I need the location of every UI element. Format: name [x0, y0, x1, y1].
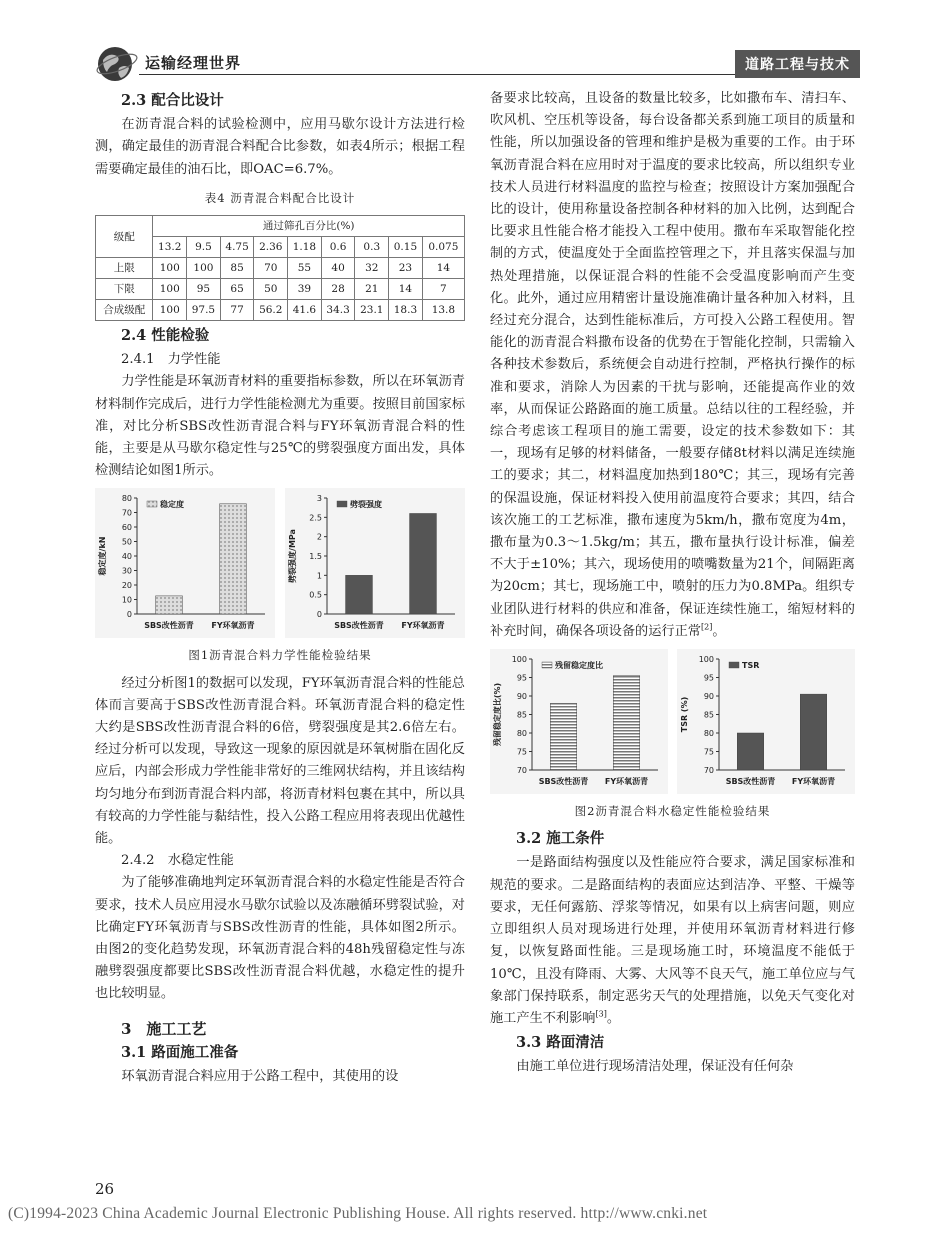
y-tick-label: 1.5	[309, 552, 322, 562]
y-axis-label: 稳定度/kN	[98, 536, 107, 576]
y-tick-label: 90	[516, 692, 527, 702]
right-column	[490, 88, 855, 1079]
section-2-4-1-title: 2.4.1 力学性能	[121, 352, 221, 368]
table-cell: 97.5	[187, 300, 221, 321]
table-cell: 41.6	[288, 300, 322, 321]
table-cell: 13.8	[422, 300, 464, 321]
y-tick-label: 80	[121, 494, 132, 504]
section-3-2-end: 。	[606, 1010, 621, 1026]
y-tick-label: 10	[121, 595, 132, 605]
y-tick-label: 40	[121, 552, 132, 562]
y-tick-label: 20	[121, 581, 132, 591]
y-tick-label: 1	[316, 571, 322, 581]
y-tick-label: 70	[121, 508, 132, 518]
y-tick-label: 3	[316, 494, 322, 504]
x-tick-label: SBS改性沥青	[725, 777, 776, 787]
chart-splitting-strength	[285, 488, 465, 638]
table-cell: 0.6	[321, 237, 355, 258]
table-cell: 100	[153, 279, 187, 300]
y-tick-label: 80	[516, 729, 527, 739]
chart-tsr	[677, 649, 855, 794]
left-column	[95, 88, 465, 1088]
y-tick-label: 95	[703, 673, 714, 683]
section-2-3-paragraph: 在沥青混合料的试验检测中，应用马歇尔设计方法进行检测，确定最佳的沥青混合料配合比参数，如表4所示；根据工程需要确定最佳的油石比，即OAC=6.7%。	[95, 117, 465, 177]
y-tick-label: 0	[126, 610, 132, 620]
table-cell: 95	[187, 279, 221, 300]
section-3-1-paragraph: 环氧沥青混合料应用于公路工程中，其使用的设	[121, 1069, 399, 1085]
y-tick-label: 90	[703, 692, 714, 702]
bar	[737, 733, 763, 770]
section-2-3-title: 2.3 配合比设计	[121, 92, 224, 109]
table-cell: 50	[254, 279, 288, 300]
table-cell: 100	[187, 258, 221, 279]
table-cell: 14	[389, 279, 423, 300]
y-tick-label: 75	[516, 747, 527, 757]
table-row	[96, 300, 465, 321]
bar	[410, 514, 437, 615]
section-3-2-text: 一是路面结构强度以及性能应符合要求，满足国家标准和规范的要求。二是路面结构的表面应达到洁净、平整、干燥等要求，无任何露筋、浮浆等情况，如果有以上病害问题，则应立即组织人员对现场进行处理，并使用环氧沥青材料进行修复，以恢复路面性能。三是现场施工时，环境温度不能低于10℃，且没有降雨、大雾、大风等不良天气，施工单位应与气象部门保持联系，制定恶劣天气的处理措施，以免天气变化对施工产生不利影响	[490, 855, 855, 1026]
figure-2	[490, 649, 855, 794]
table-cell: 21	[355, 279, 389, 300]
y-tick-label: 0	[316, 610, 322, 620]
bar	[613, 676, 639, 770]
reference-3: [3]	[595, 1009, 607, 1019]
table-row-label: 上限	[96, 258, 153, 279]
y-tick-label: 30	[121, 566, 132, 576]
section-2-4-title: 2.4 性能检验	[121, 327, 210, 345]
page-number: 26	[95, 1180, 115, 1198]
y-tick-label: 2.5	[309, 513, 322, 523]
table-group-header: 通过筛孔百分比(%)	[153, 216, 465, 237]
x-tick-label: FY环氧沥青	[401, 621, 445, 631]
table-cell: 23	[389, 258, 423, 279]
table-cell: 4.75	[220, 237, 254, 258]
section-2-4-1-analysis: 经过分析图1的数据可以发现，FY环氧沥青混合料的性能总体而言要高于SBS改性沥青混合料。环氧沥青混合料的稳定性大约是SBS改性沥青混合料的6倍，劈裂强度是其2.6倍左右。经过分析可以发现，导致这一现象的原因就是环氧树脂在固化反应后，内部会形成力学性能非常好的三维网状结构，并且该结构均匀地分布到沥青混合料内部，将沥青材料包裹在其中，所以具有较高的力学性能与黏结性，投入公路工程应用将表现出优越性能。	[95, 675, 465, 847]
table-row-label: 下限	[96, 279, 153, 300]
y-tick-label: 2	[316, 533, 322, 543]
section-3-1-title: 3.1 路面施工准备	[121, 1043, 239, 1061]
section-3-2-paragraph	[490, 852, 855, 1030]
table-cell: 65	[220, 279, 254, 300]
table-cell: 77	[220, 300, 254, 321]
bar	[346, 576, 373, 615]
x-tick-label: FY环氧沥青	[211, 621, 255, 631]
table-cell: 0.15	[389, 237, 423, 258]
table-cell: 55	[288, 258, 322, 279]
section-label: 道路工程与技术	[735, 50, 860, 78]
bar	[550, 703, 576, 770]
section-3-2-title: 3.2 施工条件	[516, 830, 605, 848]
y-tick-label: 60	[121, 523, 132, 533]
table-cell: 2.36	[254, 237, 288, 258]
table-cell: 23.1	[355, 300, 389, 321]
section-3-3-paragraph: 由施工单位进行现场清洁处理，保证没有任何杂	[516, 1059, 794, 1075]
bar	[800, 694, 826, 770]
section-2-4-2-title: 2.4.2 水稳定性能	[121, 853, 234, 869]
section-2-4-1-paragraph: 力学性能是环氧沥青材料的重要指标参数，所以在环氧沥青材料制作完成后，进行力学性能检测尤为重要。按照目前国家标准，对比分析SBS改性沥青混合料与FY环氧沥青混合料的性能，主要是从马歇尔稳定性与25℃的劈裂强度方面出发，具体检测结论如图1所示。	[95, 374, 465, 479]
y-tick-label: 100	[698, 655, 714, 665]
table-cell: 40	[321, 258, 355, 279]
x-tick-label: SBS改性沥青	[144, 621, 194, 631]
table-cell: 32	[355, 258, 389, 279]
table-cell: 18.3	[389, 300, 423, 321]
period: 。	[712, 623, 726, 639]
table-cell: 28	[321, 279, 355, 300]
y-axis-label: 劈裂强度/MPa	[288, 529, 297, 584]
table-cell: 1.18	[288, 237, 322, 258]
bar	[156, 596, 183, 614]
section-3-3-title: 3.3 路面清洁	[516, 1034, 605, 1052]
table-row	[96, 258, 465, 279]
bar	[220, 504, 247, 614]
y-axis-label: 残留稳定度比(%)	[493, 682, 502, 747]
table-cell: 70	[254, 258, 288, 279]
y-tick-label: 0.5	[309, 591, 322, 601]
chart-background	[285, 488, 465, 638]
figure-1	[95, 488, 465, 638]
legend-label: TSR	[742, 661, 760, 671]
y-tick-label: 85	[516, 710, 527, 720]
legend-label: 残留稳定度比	[555, 661, 603, 671]
legend-swatch	[147, 501, 157, 507]
table-cell: 85	[220, 258, 254, 279]
table-cell: 34.3	[321, 300, 355, 321]
table-cell: 0.075	[422, 237, 464, 258]
legend-label: 劈裂强度	[350, 500, 382, 510]
y-tick-label: 50	[121, 537, 132, 547]
y-axis-label: TSR (%)	[680, 696, 689, 733]
table-cell: 0.3	[355, 237, 389, 258]
y-tick-label: 85	[703, 710, 714, 720]
continued-text: 备要求比较高，且设备的数量比较多，比如撒布车、清扫车、吹风机、空压机等设备，每台设备都关系到施工项目的质量和性能，所以加强设备的管理和维护是极为重要的工作。由于环氧沥青混合料在应用时对于温度的要求比较高，所以组织专业技术人员进行材料温度的监控与检查；按照设计方案加强配合比的设计，使用称量设备控制各种材料的加入比例，达到配合比要求且性能合格才能投入工程中使用。撒布车采取智能化控制的方式，使温度处于全面监控管理之下，并且落实保温与加热处理措施，以保证混合料的性能不会受温度影响而产生变化。此外，通过应用精密计量设施准确计量各种加入材料，且经过充分混合，达到性能标准后，方可投入公路工程使用。智能化的沥青混合料撒布设备的优势在于智能化控制，只需输入各种技术参数后，系统便会自动进行控制，严格执行操作的标准和要求，消除人为因素的干扰与影响，还能提高作业的效率，从而保证公路路面的施工质量。总结以往的工程经验，并综合考虑该工程项目的施工需要，设定的技术参数如下：其一，现场有足够的材料储备，一般要存储8t材料以满足连续施工的要求；其二，材料温度加热到180℃；其三，现场有完善的保温设施，保证材料投入使用前温度符合要求；其四，结合该次施工的工艺标准，撒布速度为5km/h，撒布宽度为4m，撒布量为0.3～1.5kg/m；其五，撒布量执行设计标准，偏差不大于±10%；其六，现场使用的喷嘴数量为21个，间隔距离为20cm；其七，现场施工中，喷射的压力为0.8MPa。组织专业团队进行材料的供应和准备，保证连续性施工，缩短材料的补充时间，确保各项设备的运行正常	[490, 91, 855, 639]
x-tick-label: SBS改性沥青	[334, 621, 384, 631]
legend-swatch	[729, 662, 739, 668]
y-tick-label: 95	[516, 673, 527, 683]
section-3-title: 3 施工工艺	[121, 1019, 207, 1038]
chart-residual-stability	[490, 649, 668, 794]
table-cell: 56.2	[254, 300, 288, 321]
legend-swatch	[542, 662, 552, 668]
legend-swatch	[337, 501, 347, 507]
table-cell: 13.2	[153, 237, 187, 258]
table-cell: 14	[422, 258, 464, 279]
reference-2: [2]	[701, 622, 713, 632]
table-row-header: 级配	[96, 216, 153, 258]
y-tick-label: 70	[516, 766, 527, 776]
table-4-caption: 表4 沥青混合料配合比设计	[204, 190, 356, 205]
table-row-label: 合成级配	[96, 300, 153, 321]
copyright-footer: (C)1994-2023 China Academic Journal Electronic Publishing House. All rights reserved. http://www.cnki.net	[8, 1205, 708, 1222]
chart-stability	[95, 488, 275, 638]
page-header	[95, 44, 860, 80]
section-2-4-2-paragraph: 为了能够准确地判定环氧沥青混合料的水稳定性能是否符合要求，技术人员应用浸水马歇尔试验以及冻融循环劈裂试验，对比确定FY环氧沥青与SBS改性沥青的性能，具体如图2所示。由图2的变化趋势发现，环氧沥青混合料的48h残留稳定性与冻融劈裂强度都要比SBS改性沥青混合料优越，水稳定性的提升也比较明显。	[95, 875, 465, 1002]
globe-logo-icon	[95, 44, 139, 84]
mix-design-table	[95, 215, 465, 321]
table-cell: 100	[153, 258, 187, 279]
table-row	[96, 279, 465, 300]
header-rule	[139, 74, 839, 75]
table-cell: 100	[153, 300, 187, 321]
continued-paragraph	[490, 88, 855, 643]
y-tick-label: 75	[703, 747, 714, 757]
table-cell: 7	[422, 279, 464, 300]
y-tick-label: 100	[511, 655, 527, 665]
y-tick-label: 70	[703, 766, 714, 776]
x-tick-label: FY环氧沥青	[604, 777, 649, 787]
y-tick-label: 80	[703, 729, 714, 739]
table-cell: 39	[288, 279, 322, 300]
journal-name: 运输经理世界	[145, 54, 242, 72]
x-tick-label: SBS改性沥青	[538, 777, 589, 787]
figure-1-caption: 图1沥青混合料力学性能检验结果	[188, 648, 372, 663]
x-tick-label: FY环氧沥青	[791, 777, 836, 787]
legend-label: 稳定度	[160, 500, 184, 510]
figure-2-caption: 图2沥青混合料水稳定性能检验结果	[574, 804, 771, 819]
table-cell: 9.5	[187, 237, 221, 258]
